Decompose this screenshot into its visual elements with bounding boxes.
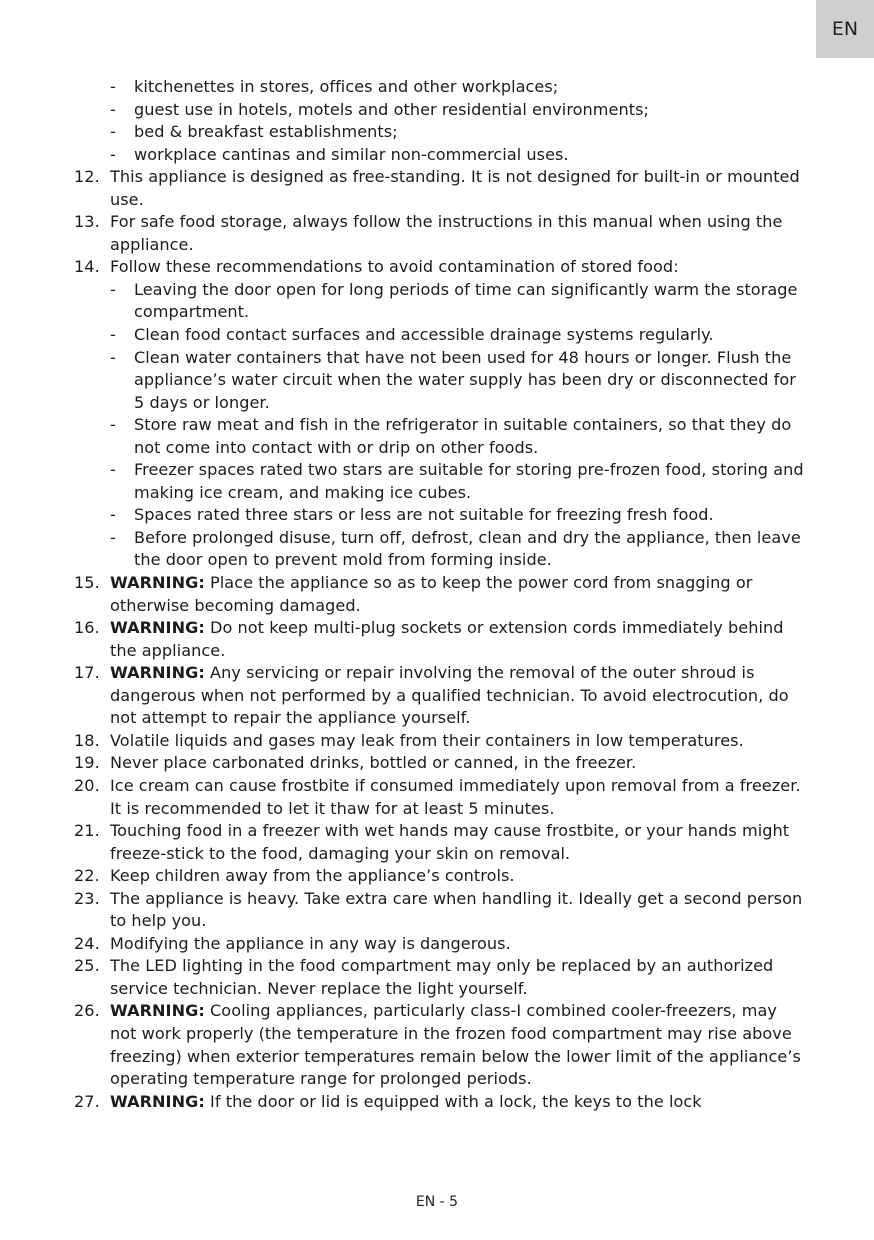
- list-item: [74, 820, 804, 865]
- sublist-item: - Clean food contact surfaces and accessible drainage systems regularly.: [110, 325, 714, 345]
- item-text: The appliance is heavy. Take extra care when handling it. Ideally get a second person to help you.: [110, 888, 803, 931]
- sublist-item: - bed & breakfast establishments;: [110, 122, 398, 142]
- list-item: [74, 775, 804, 820]
- item-text: WARNING: Cooling appliances, particularly class-I combined cooler-freezers, may not work properly (the temperature in the frozen food compartment may rise above freezing) when exterior temperatures remain below the lower limit of the appliance’s operating temperature range for prolonged periods.: [110, 1001, 801, 1089]
- item-number: 26.: [74, 1001, 100, 1021]
- item-text: Volatile liquids and gases may leak from their containers in low temperatures.: [110, 730, 744, 750]
- sublist-item: - Before prolonged disuse, turn off, defrost, clean and dry the appliance, then leave the door open to prevent mold from forming inside.: [110, 527, 801, 570]
- sublist-item: - guest use in hotels, motels and other residential environments;: [110, 99, 649, 119]
- page-number: EN - 5: [415, 1194, 459, 1210]
- item-number: 12.: [74, 167, 100, 187]
- item-text: Keep children away from the appliance’s controls.: [110, 866, 515, 886]
- item-text: WARNING: If the door or lid is equipped with a lock, the keys to the lock: [110, 1091, 702, 1111]
- item-text: Follow these recommendations to avoid contamination of stored food:: [110, 257, 679, 277]
- list-item: [74, 572, 804, 617]
- item-number: 17.: [74, 663, 100, 683]
- sublist-item: - Store raw meat and fish in the refrigerator in suitable containers, so that they do not come into contact with or drip on other foods.: [110, 415, 792, 457]
- list-item: [74, 752, 804, 775]
- item-number: 19.: [74, 753, 100, 773]
- list-item: [74, 933, 804, 956]
- list-item: [74, 211, 804, 256]
- sublist-item: - Clean water containers that have not been used for 48 hours or longer. Flush the appliance’s water circuit when the water supply has been dry or disconnected for 5 days or longer.: [110, 347, 796, 412]
- list-item: [74, 166, 804, 211]
- item-number: 14.: [74, 257, 100, 277]
- item-number: 23.: [74, 888, 100, 908]
- list-item: [74, 1091, 804, 1114]
- safety-instructions-list: [74, 76, 804, 1113]
- item-text: WARNING: Do not keep multi-plug sockets or extension cords immediately behind the appliance.: [110, 618, 784, 660]
- item-number: 20.: [74, 775, 100, 795]
- item-number: 16.: [74, 618, 100, 638]
- item-text: Modifying the appliance in any way is dangerous.: [110, 933, 511, 953]
- sublist-item: - Spaces rated three stars or less are not suitable for freezing fresh food.: [110, 505, 714, 525]
- list-item: [74, 865, 804, 888]
- item-number: 22.: [74, 866, 100, 886]
- list-item: [74, 730, 804, 753]
- item-text: Ice cream can cause frostbite if consumed immediately upon removal from a freezer. It is recommended to let it thaw for at least 5 minutes.: [110, 775, 801, 818]
- item-text: This appliance is designed as free-standing. It is not designed for built-in or mounted use.: [110, 167, 800, 209]
- list-item: [74, 662, 804, 730]
- item-text: Touching food in a freezer with wet hands may cause frostbite, or your hands might freeze-stick to the food, damaging your skin on removal.: [110, 821, 790, 863]
- sublist-item: - Freezer spaces rated two stars are suitable for storing pre-frozen food, storing and making ice cream, and making ice cubes.: [110, 460, 804, 502]
- sublist-item: - Leaving the door open for long periods of time can significantly warm the storage compartment.: [110, 279, 798, 322]
- sublist-item: - kitchenettes in stores, offices and other workplaces;: [110, 77, 559, 96]
- item-number: 13.: [74, 212, 100, 232]
- list-item: [74, 617, 804, 662]
- item-text: For safe food storage, always follow the instructions in this manual when using the appliance.: [110, 212, 783, 254]
- item-number: 25.: [74, 956, 100, 976]
- list-item: [74, 955, 804, 1000]
- item-text: WARNING: Place the appliance so as to keep the power cord from snagging or otherwise becoming damaged.: [110, 573, 753, 615]
- list-item: [74, 256, 804, 279]
- item-number: 24.: [74, 933, 100, 953]
- sublist-item: - workplace cantinas and similar non-commercial uses.: [110, 144, 569, 164]
- list-item: [74, 1000, 804, 1090]
- item-text: WARNING: Any servicing or repair involving the removal of the outer shroud is dangerous when not performed by a qualified technician. To avoid electrocution, do not attempt to repair the appliance yourself.: [110, 663, 789, 728]
- intro-sublist: [110, 76, 804, 166]
- item-text: Never place carbonated drinks, bottled or canned, in the freezer.: [110, 753, 637, 773]
- recommendations-sublist: [110, 279, 804, 572]
- item-number: 27.: [74, 1091, 100, 1111]
- item-number: 21.: [74, 821, 100, 841]
- item-number: 15.: [74, 573, 100, 593]
- language-tab: [816, 0, 874, 58]
- language-tab-label: EN: [831, 18, 859, 40]
- item-number: 18.: [74, 730, 100, 750]
- item-text: The LED lighting in the food compartment may only be replaced by an authorized service technician. Never replace the light yourself.: [110, 956, 774, 998]
- list-item: [74, 888, 804, 933]
